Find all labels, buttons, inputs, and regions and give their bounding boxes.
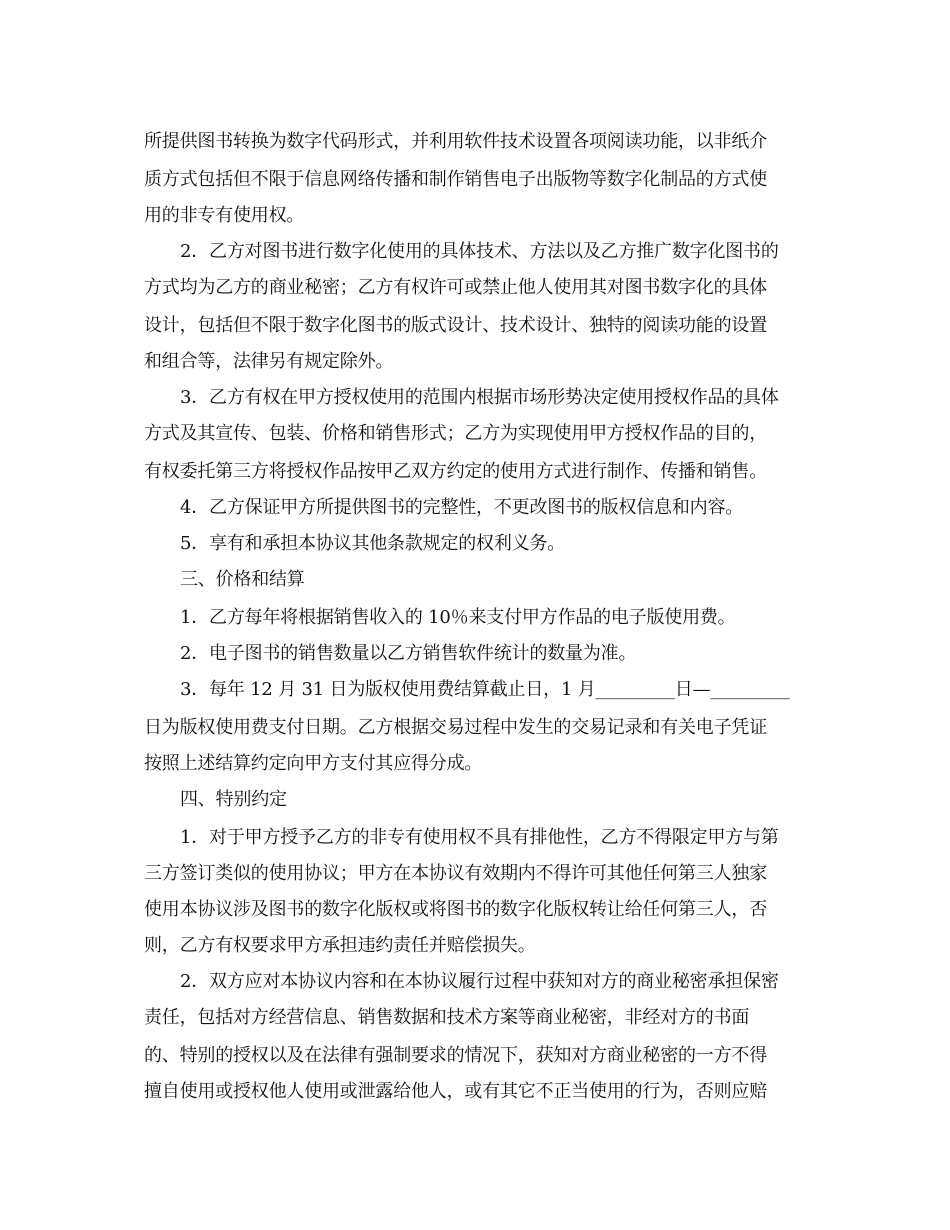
text-line: 擅自使用或授权他人使用或泄露给他人，或有其它不正当使用的行为，否则应赔 <box>144 1081 767 1102</box>
text-line: 则，乙方有权要求甲方承担违约责任并赔偿损失。 <box>144 935 536 956</box>
text-line: 1．对于甲方授予乙方的非专有使用权不具有排他性，乙方不得限定甲方与第 <box>180 827 779 848</box>
section-heading: 三、价格和结算 <box>180 569 305 590</box>
text-line: 使用本协议涉及图书的数字化版权或将图书的数字化版权转让给任何第三人，否 <box>144 899 767 920</box>
text-line: 质方式包括但不限于信息网络传播和制作销售电子出版物等数字化制品的方式使 <box>144 169 767 190</box>
text-line: 设计，包括但不限于数字化图书的版式设计、技术设计、独特的阅读功能的设置 <box>144 315 767 336</box>
text-line: 有权委托第三方将授权作品按甲乙双方约定的使用方式进行制作、传播和销售。 <box>144 461 767 482</box>
text-line: 1．乙方每年将根据销售收入的 10％来支付甲方作品的电子版使用费。 <box>180 607 736 628</box>
text-line: 三方签订类似的使用协议；甲方在本协议有效期内不得许可其他任何第三人独家 <box>144 863 767 884</box>
text-line: 责任，包括对方经营信息、销售数据和技术方案等商业秘密，非经对方的书面 <box>144 1007 750 1028</box>
text-line: 3．乙方有权在甲方授权使用的范围内根据市场形势决定使用授权作品的具体 <box>180 387 779 408</box>
text-line: 2．乙方对图书进行数字化使用的具体技术、方法以及乙方推广数字化图书的 <box>180 241 779 262</box>
section-heading: 四、特别约定 <box>180 789 287 810</box>
text-line: 2．双方应对本协议内容和在本协议履行过程中获知对方的商业秘密承担保密 <box>180 971 779 992</box>
text-line: 方式均为乙方的商业秘密；乙方有权许可或禁止他人使用其对图书数字化的具体 <box>144 277 767 298</box>
text-line: 5．享有和承担本协议其他条款规定的权利义务。 <box>180 533 566 554</box>
text-line: 2．电子图书的销售数量以乙方销售软件统计的数量为准。 <box>180 643 637 664</box>
text-line: 用的非专有使用权。 <box>144 205 305 226</box>
text-line: 日为版权使用费支付日期。乙方根据交易过程中发生的交易记录和有关电子凭证 <box>144 717 767 738</box>
text-line: 的、特别的授权以及在法律有强制要求的情况下，获知对方商业秘密的一方不得 <box>144 1045 767 1066</box>
text-line: 和组合等，法律另有规定除外。 <box>144 351 394 372</box>
text-line: 按照上述结算约定向甲方支付其应得分成。 <box>144 753 483 774</box>
text-line: 方式及其宣传、包装、价格和销售形式；乙方为实现使用甲方授权作品的目的， <box>144 423 767 444</box>
text-line: 所提供图书转换为数字代码形式，并利用软件技术设置各项阅读功能，以非纸介 <box>144 131 767 152</box>
text-line: 3．每年 12 月 31 日为版权使用费结算截止日，1 月_________日—_________ <box>180 679 790 700</box>
text-line: 4．乙方保证甲方所提供图书的完整性，不更改图书的版权信息和内容。 <box>180 497 744 518</box>
